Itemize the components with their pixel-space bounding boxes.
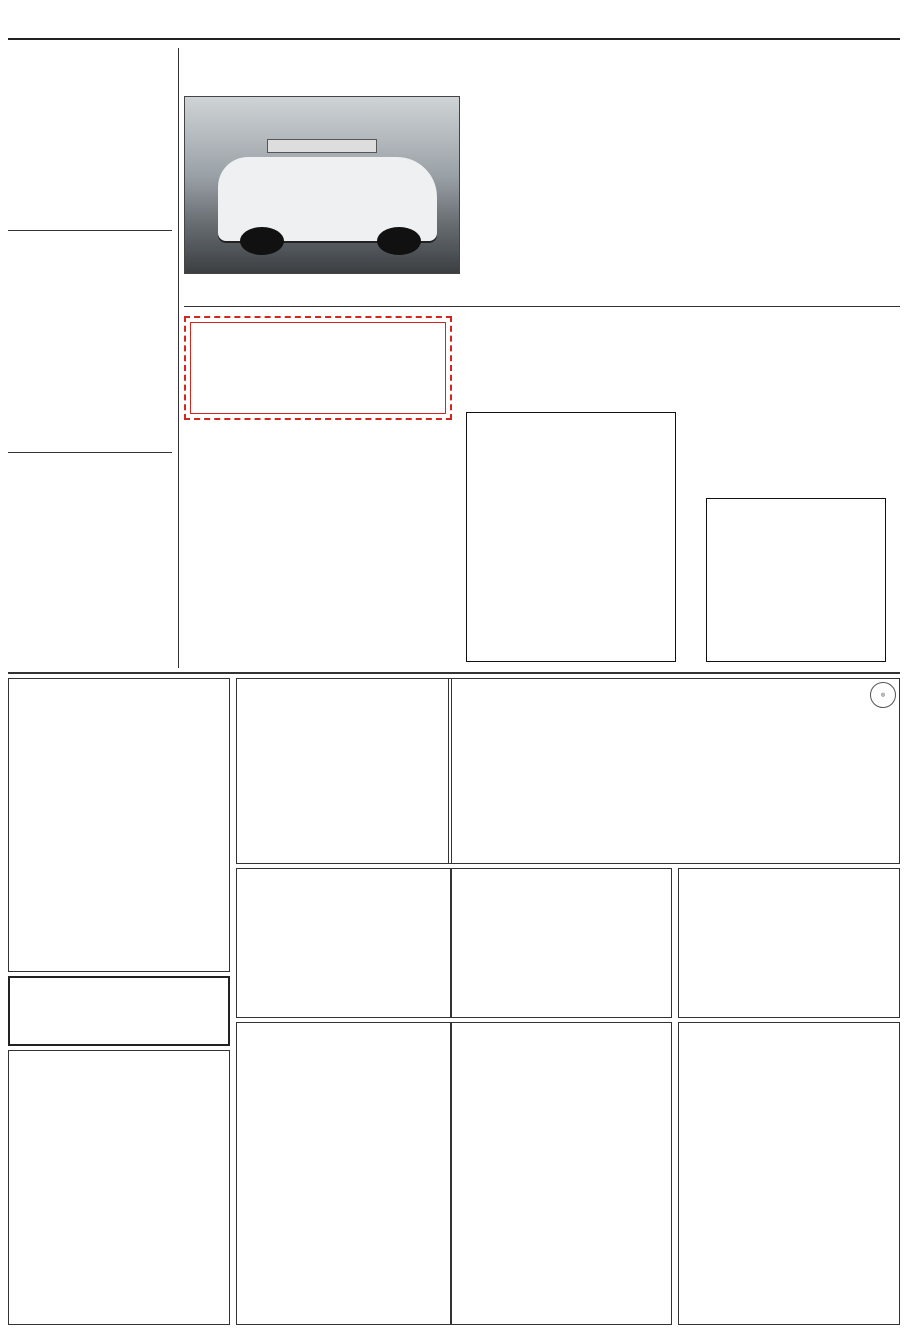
- cocaine-headline-box: [184, 316, 452, 420]
- police-story-col1: [752, 76, 900, 302]
- police-car-photo: [184, 96, 460, 274]
- reader-contact-promo: [8, 976, 230, 1046]
- cocaine-body-left: [184, 424, 312, 666]
- left-column-divider: [178, 48, 179, 668]
- divider: [184, 306, 900, 307]
- bazaar-story: [8, 456, 172, 666]
- law-ad-2: [450, 868, 672, 1018]
- train-story: [8, 50, 172, 228]
- police-story-header: [210, 48, 900, 72]
- cocaine-body-right: [322, 424, 452, 666]
- notice-ad-2: [678, 1022, 900, 1325]
- masthead: [8, 6, 900, 40]
- police-story-col3: [440, 96, 588, 302]
- solution-header: [700, 482, 900, 496]
- municipality-seal-icon: ◎: [870, 682, 896, 708]
- meeting-ad-2: [236, 868, 452, 1018]
- solution-grid: [706, 498, 886, 662]
- notice-ad-3: [450, 1022, 672, 1325]
- crossword-row-numbers: [680, 412, 694, 662]
- ads-divider: [8, 672, 900, 674]
- divider: [8, 452, 172, 453]
- photo-wheel-rear: [377, 227, 421, 255]
- notice-ad-5: [8, 1050, 230, 1325]
- photo-caption-2: [322, 278, 460, 302]
- meeting-ad: [236, 678, 452, 864]
- photo-wheel-front: [240, 227, 284, 255]
- photo-caption: [184, 278, 318, 302]
- cocaine-headline-inner: [190, 322, 446, 414]
- taxi-story: [8, 236, 172, 450]
- law-ad-1: [678, 868, 900, 1018]
- crossword-grid: [466, 412, 676, 662]
- notice-ad-4: [236, 1022, 452, 1325]
- crossword-down-clues: [458, 310, 648, 394]
- notice-ad-1: [8, 678, 230, 972]
- auction-ad: [448, 678, 900, 864]
- photo-roof-camera: [267, 139, 377, 153]
- divider: [8, 230, 172, 231]
- police-story-col2: [596, 96, 744, 302]
